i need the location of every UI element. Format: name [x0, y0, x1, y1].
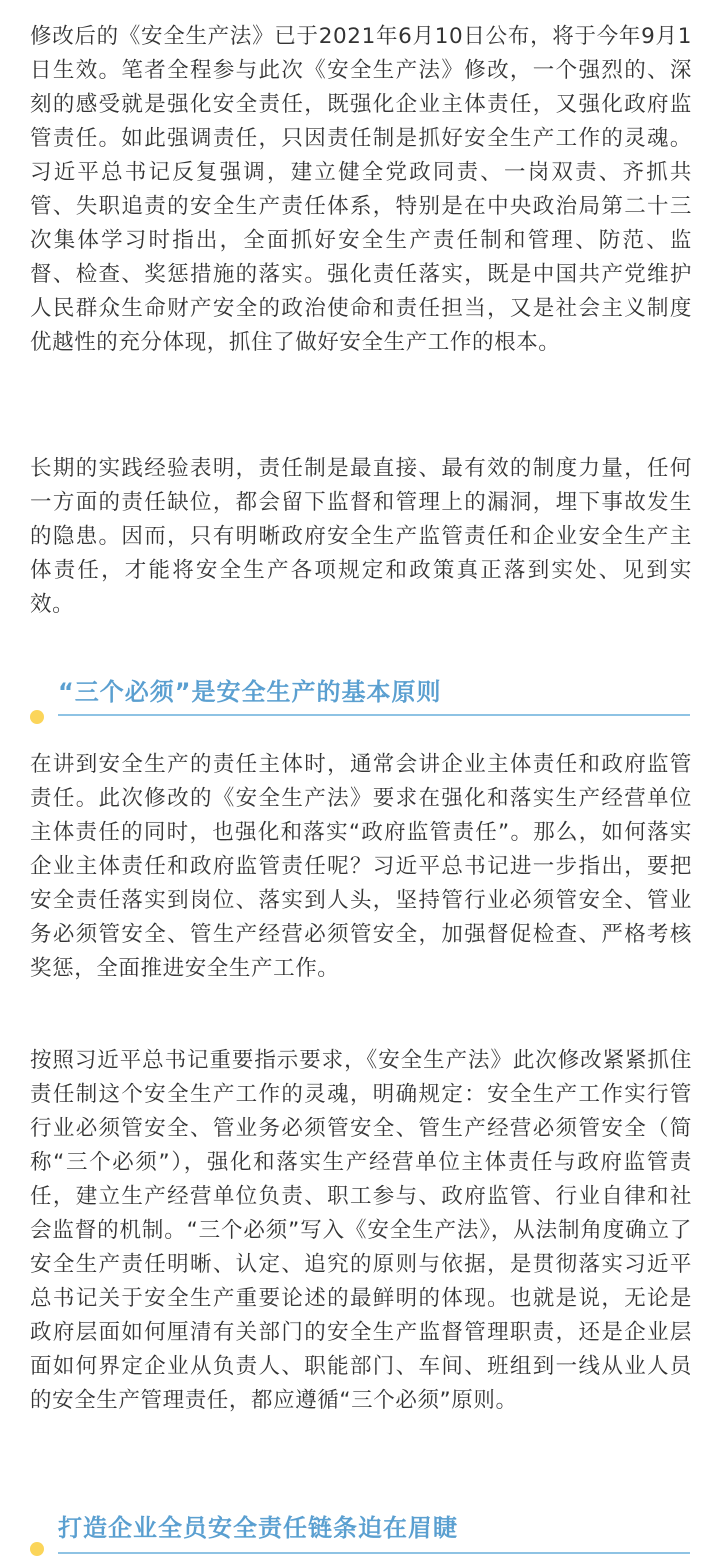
section-heading-three-musts	[30, 676, 690, 722]
paragraph-responsibility-subjects: 在讲到安全生产的责任主体时，通常会讲企业主体责任和政府监管责任。此次修改的《安全生产法》要求在强化和落实生产经营单位主体责任的同时，也强化和落实“政府监管责任”。那么，如何落实企业主体责任和政府监管责任呢？习近平总书记进一步指出，要把安全责任落实到岗位、落实到人头，坚持管行业必须管安全、管业务必须管安全、管生产经营必须管安全，加强督促检查、严格考核奖惩，全面推进安全生产工作。	[30, 752, 692, 981]
paragraph-intro: 修改后的《安全生产法》已于2021年6月10日公布，将于今年9月1日生效。笔者全程参与此次《安全生产法》修改，一个强烈的、深刻的感受就是强化安全责任，既强化企业主体责任，又强化政府监管责任。如此强调责任，只因责任制是抓好安全生产工作的灵魂。习近平总书记反复强调，建立健全党政同责、一岗双责、齐抓共管、失职追责的安全生产责任体系，特别是在中央政治局第二十三次集体学习时指出，全面抓好安全生产责任制和管理、防范、监督、检查、奖惩措施的落实。强化责任落实，既是中国共产党维护人民群众生命财产安全的政治使命和责任担当，又是社会主义制度优越性的充分体现，抓住了做好安全生产工作的根本。	[30, 24, 692, 355]
section-heading-responsibility-chain	[30, 1512, 690, 1558]
section-heading-title: 打造企业全员安全责任链条迫在眉睫	[58, 1514, 458, 1542]
paragraph-law-revision: 按照习近平总书记重要指示要求，《安全生产法》此次修改紧紧抓住责任制这个安全生产工作的灵魂，明确规定：安全生产工作实行管行业必须管安全、管业务必须管安全、管生产经营必须管安全（简称“三个必须”），强化和落实生产经营单位主体责任与政府监管责任，建立生产经营单位负责、职工参与、政府监管、行业自律和社会监督的机制。“三个必须”写入《安全生产法》，从法制角度确立了安全生产责任明晰、认定、追究的原则与依据，是贯彻落实习近平总书记关于安全生产重要论述的最鲜明的体现。也就是说，无论是政府层面如何厘清有关部门的安全生产监督管理职责，还是企业层面如何界定企业从负责人、职能部门、车间、班组到一线从业人员的安全生产管理责任，都应遵循“三个必须”原则。	[30, 1048, 692, 1413]
paragraph-experience: 长期的实践经验表明，责任制是最直接、最有效的制度力量，任何一方面的责任缺位，都会留下监督和管理上的漏洞，埋下事故发生的隐患。因而，只有明晰政府安全生产监管责任和企业安全生产主体责任，才能将安全生产各项规定和政策真正落到实处、见到实效。	[30, 456, 692, 617]
heading-underline	[58, 714, 690, 716]
heading-underline	[58, 1552, 690, 1554]
bullet-dot-icon	[30, 1542, 44, 1556]
section-heading-title: “三个必须”是安全生产的基本原则	[58, 678, 442, 706]
bullet-dot-icon	[30, 710, 44, 724]
